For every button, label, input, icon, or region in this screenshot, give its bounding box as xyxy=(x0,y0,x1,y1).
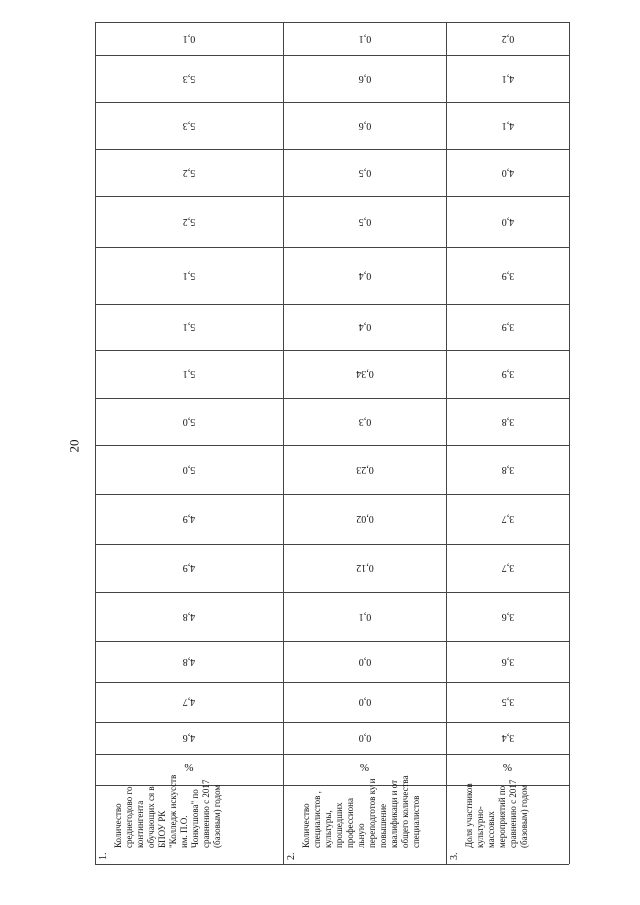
value-cell: 3,7 xyxy=(501,562,514,573)
value-cell: 3,9 xyxy=(501,368,514,379)
unit-cell: % xyxy=(184,762,194,774)
value-cell: 0,0 xyxy=(358,655,371,667)
value-cell: 0,4 xyxy=(358,269,371,281)
value-cell: 5,0 xyxy=(182,463,196,475)
row-number: 3. xyxy=(449,852,460,860)
row-divider xyxy=(95,350,569,351)
column-divider xyxy=(95,22,96,864)
row-divider xyxy=(95,682,569,683)
value-cell: 5,1 xyxy=(182,269,196,281)
row-divider xyxy=(95,544,569,545)
indicator-label: Количество специалистов , культуры, прошедших профессиона льную переподготов ку и повышение квалификаци и от общего количества специалистов xyxy=(301,775,421,848)
value-cell: 3,8 xyxy=(501,463,514,475)
value-cell: 0,0 xyxy=(358,696,371,707)
row-divider xyxy=(95,304,569,305)
value-cell: 4,8 xyxy=(182,610,196,622)
value-cell: 0,4 xyxy=(358,321,371,332)
value-cell: 3,5 xyxy=(501,696,514,707)
value-cell: 0,0 xyxy=(358,732,371,743)
value-cell: 3,7 xyxy=(501,513,514,524)
value-cell: 3,9 xyxy=(501,269,514,281)
row-number: 2. xyxy=(286,852,297,860)
row-divider xyxy=(95,864,569,865)
row-divider xyxy=(95,722,569,723)
row-divider xyxy=(95,494,569,495)
value-cell: 0,34 xyxy=(355,368,374,379)
value-cell: 0,02 xyxy=(355,513,374,524)
value-cell: 4,1 xyxy=(501,72,514,84)
row-divider xyxy=(95,102,569,103)
column-divider xyxy=(446,22,447,864)
value-cell: 0,2 xyxy=(501,32,514,44)
value-cell: 4,7 xyxy=(182,696,196,707)
column-divider xyxy=(283,22,284,864)
row-divider xyxy=(95,196,569,197)
value-cell: 4,9 xyxy=(182,513,196,524)
row-divider xyxy=(95,445,569,446)
value-cell: 5,3 xyxy=(182,119,196,131)
row-number: 1. xyxy=(98,852,109,860)
row-divider xyxy=(95,398,569,399)
value-cell: 0,12 xyxy=(355,562,374,573)
value-cell: 4,0 xyxy=(501,166,514,178)
row-divider xyxy=(95,22,569,23)
row-divider xyxy=(95,247,569,248)
value-cell: 5,1 xyxy=(182,321,196,332)
value-cell: 0,6 xyxy=(358,72,371,84)
value-cell: 0,1 xyxy=(358,610,371,622)
value-cell: 5,2 xyxy=(182,166,196,178)
value-cell: 0,1 xyxy=(182,32,196,44)
value-cell: 5,0 xyxy=(182,415,196,427)
unit-cell: % xyxy=(502,762,513,774)
row-divider xyxy=(95,754,569,755)
value-cell: 4,9 xyxy=(182,562,196,573)
value-cell: 0,5 xyxy=(358,215,371,227)
indicator-label: Количество среднегодово го контингента обучающих ся в БПОУ РК "Колледж искусств им. П.О. Чонкушова" по сравнению с 2017 (базовым) годом xyxy=(113,774,222,848)
value-cell: 0,5 xyxy=(358,166,371,178)
value-cell: 4,8 xyxy=(182,655,196,667)
value-cell: 3,6 xyxy=(501,655,514,667)
column-divider xyxy=(569,22,570,864)
indicator-label: Доля участников культурно- массовых мероприятий по сравнению с 2017 (базовым) годом xyxy=(464,779,529,848)
value-cell: 0,1 xyxy=(358,32,371,44)
value-cell: 3,8 xyxy=(501,415,514,427)
indicator-table xyxy=(95,22,569,864)
value-cell: 3,9 xyxy=(501,321,514,332)
value-cell: 5,2 xyxy=(182,215,196,227)
value-cell: 4,1 xyxy=(501,119,514,131)
value-cell: 0,3 xyxy=(358,415,371,427)
value-cell: 3,6 xyxy=(501,610,514,622)
value-cell: 4,0 xyxy=(501,215,514,227)
row-divider xyxy=(95,641,569,642)
unit-cell: % xyxy=(359,762,370,774)
value-cell: 5,3 xyxy=(182,72,196,84)
value-cell: 0,23 xyxy=(355,463,374,475)
row-divider xyxy=(95,55,569,56)
row-divider xyxy=(95,149,569,150)
value-cell: 5,1 xyxy=(182,368,196,379)
value-cell: 0,6 xyxy=(358,119,371,131)
value-cell: 4,6 xyxy=(182,732,196,743)
value-cell: 3,4 xyxy=(501,732,514,743)
page-number: 20 xyxy=(66,439,82,453)
row-divider xyxy=(95,592,569,593)
